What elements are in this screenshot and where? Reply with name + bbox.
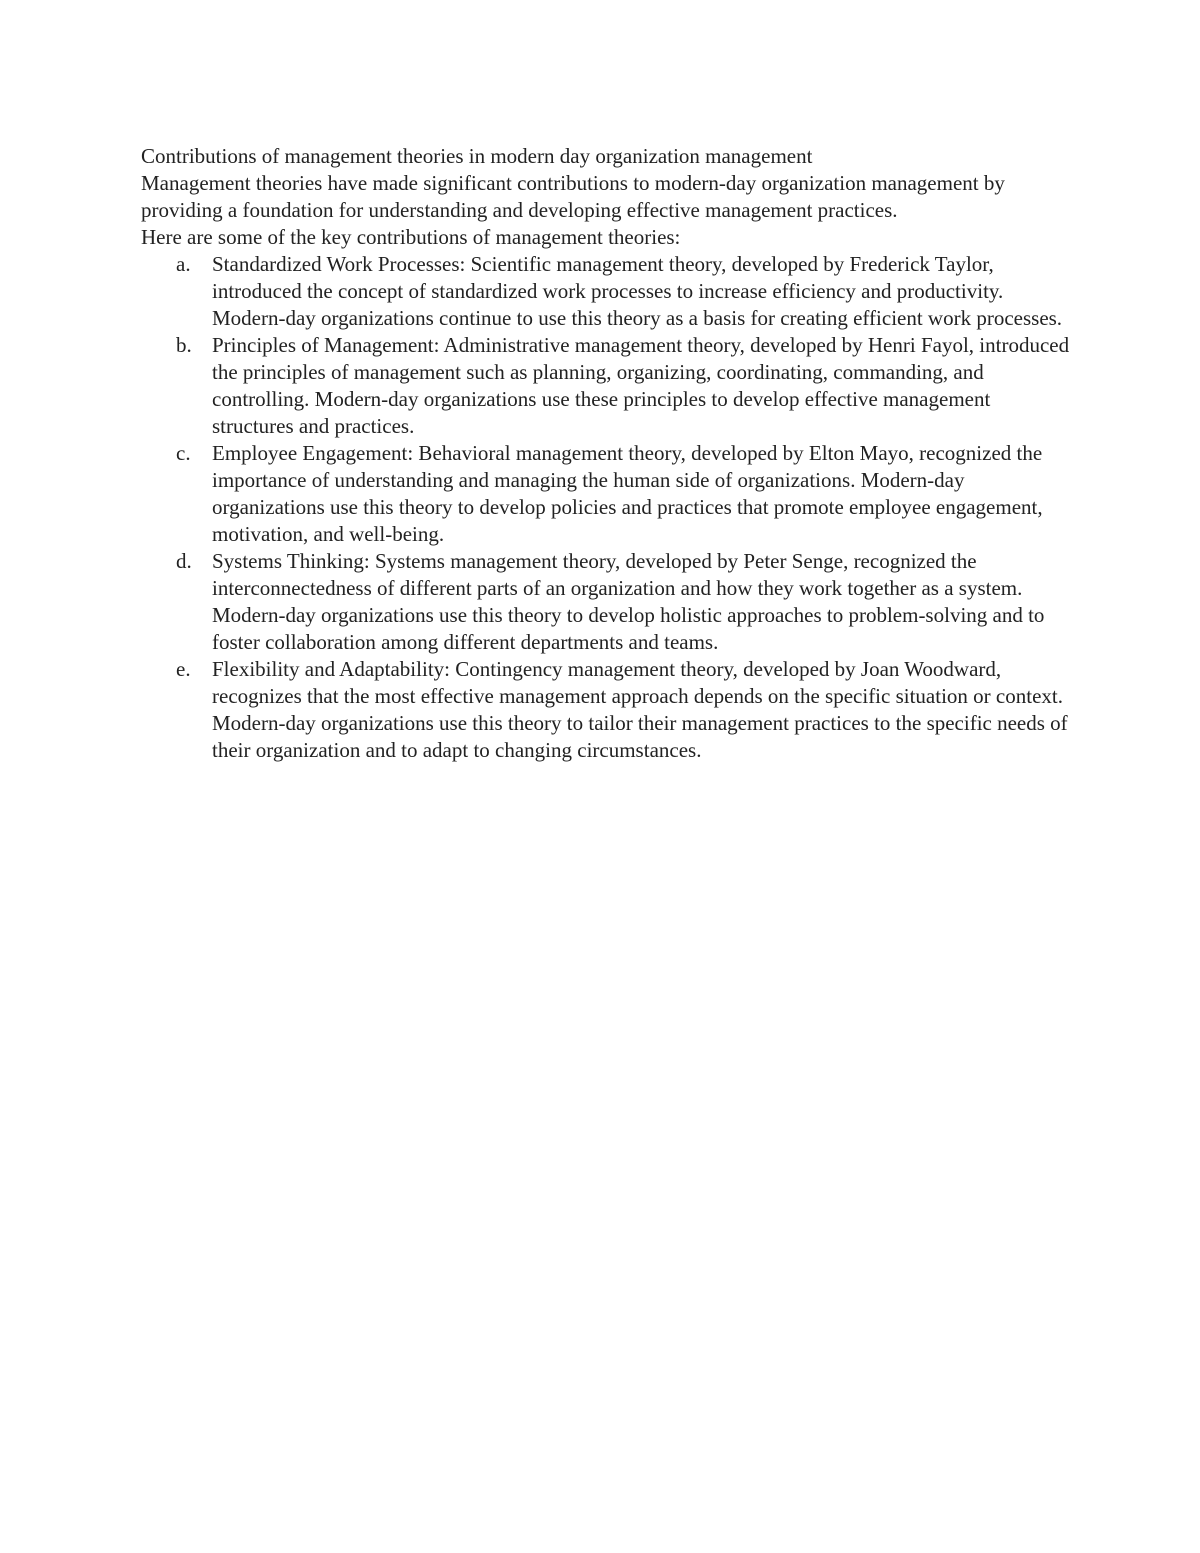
list-marker: a.: [176, 252, 191, 276]
list-item-text: Standardized Work Processes: Scientific management theory, developed by Frederick Taylor, introduced the concept of standardized work processes to increase efficiency and productivity. Modern-day organizations continue to use this theory as a basis for creating efficient work processes.: [212, 252, 1063, 330]
list-item-text: Principles of Management: Administrative management theory, developed by Henri Fayol, introduced the principles of management such as planning, organizing, coordinating, commanding, and controlling. Modern-day organizations use these principles to develop effective management structures and practices.: [212, 333, 1070, 438]
document-body: [141, 143, 1071, 764]
list-item-text: Employee Engagement: Behavioral management theory, developed by Elton Mayo, recognized the importance of understanding and managing the human side of organizations. Modern-day organizations use this theory to develop policies and practices that promote employee engagement, motivation, and well-being.: [212, 441, 1043, 546]
document-title: Contributions of management theories in modern day organization management: [141, 144, 813, 168]
list-item-text: Flexibility and Adaptability: Contingency management theory, developed by Joan Woodward, recognizes that the most effective management approach depends on the specific situation or context. Modern-day organizations use this theory to tailor their management practices to the specific needs of their organization and to adapt to changing circumstances.: [212, 657, 1068, 762]
list-item: [141, 656, 1071, 764]
list-marker: d.: [176, 549, 192, 573]
list-item: [141, 332, 1071, 440]
intro-paragraph: Management theories have made significant contributions to modern-day organization management by providing a foundation for understanding and developing effective management practices.: [141, 171, 1005, 222]
list-item-text: Systems Thinking: Systems management theory, developed by Peter Senge, recognized the interconnectedness of different parts of an organization and how they work together as a system. Modern-day organizations use this theory to develop holistic approaches to problem-solving and to foster collaboration among different departments and teams.: [212, 549, 1045, 654]
list-marker: b.: [176, 333, 192, 357]
list-item: [141, 548, 1071, 656]
list-item: [141, 440, 1071, 548]
list-marker: c.: [176, 441, 191, 465]
lead-in-paragraph: Here are some of the key contributions of management theories:: [141, 225, 681, 249]
list-marker: e.: [176, 657, 191, 681]
contributions-list: [141, 251, 1071, 764]
list-item: [141, 251, 1071, 332]
